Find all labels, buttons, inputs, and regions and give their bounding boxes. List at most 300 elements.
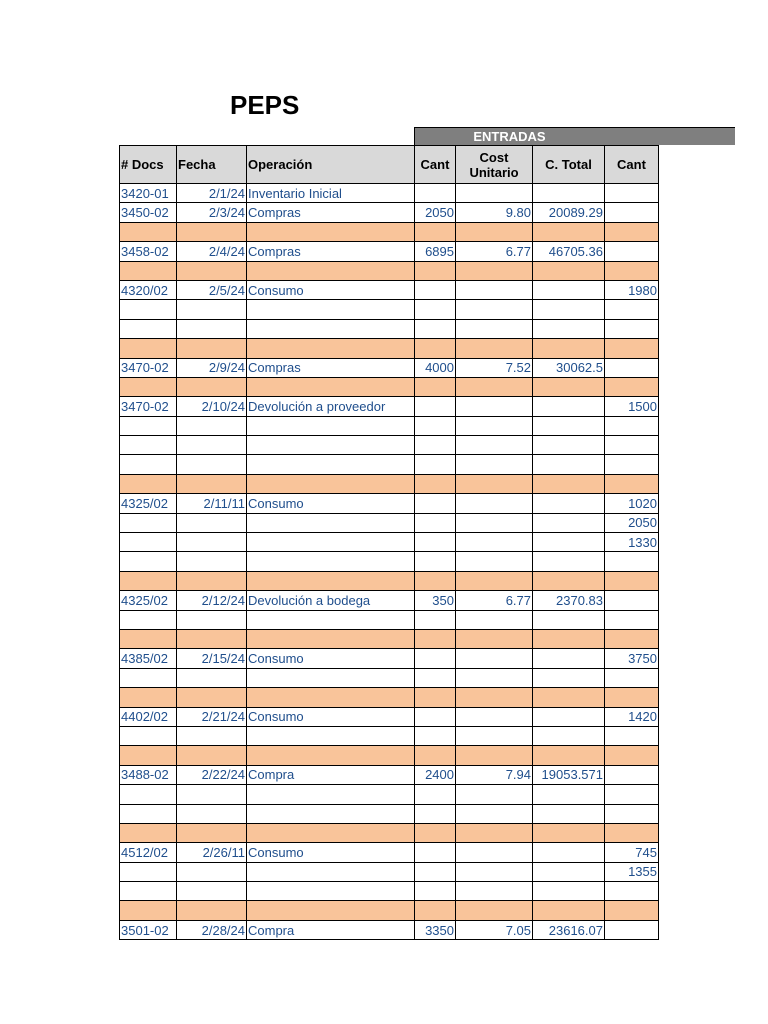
col-header-salida-cant[interactable]: Cant: [605, 146, 659, 184]
separator-cell[interactable]: [605, 474, 659, 493]
cell-operacion[interactable]: Compra: [247, 920, 415, 939]
cell-cost-unitario[interactable]: [456, 649, 533, 668]
separator-cell[interactable]: [533, 901, 605, 920]
cell-salida-cant[interactable]: [605, 358, 659, 377]
separator-cell[interactable]: [605, 222, 659, 241]
table-row: [120, 707, 659, 726]
separator-cell[interactable]: [533, 746, 605, 765]
separator-cell[interactable]: [120, 261, 177, 280]
table-row: [120, 533, 659, 552]
cell-c-total[interactable]: [533, 319, 605, 338]
cell-cant[interactable]: [415, 843, 456, 862]
cell-cant[interactable]: 4000: [415, 358, 456, 377]
cell-cant[interactable]: [415, 707, 456, 726]
separator-cell[interactable]: [415, 629, 456, 648]
cell-c-total[interactable]: [533, 668, 605, 687]
cell-salida-cant[interactable]: [605, 591, 659, 610]
cell-fecha[interactable]: [177, 882, 247, 901]
cell-doc[interactable]: [120, 319, 177, 338]
cell-fecha[interactable]: 2/15/24: [177, 649, 247, 668]
cell-operacion[interactable]: [247, 552, 415, 571]
table-row: [120, 319, 659, 338]
col-header-c-total[interactable]: C. Total: [533, 146, 605, 184]
cell-c-total[interactable]: [533, 843, 605, 862]
separator-cell[interactable]: [533, 571, 605, 590]
cell-fecha[interactable]: 2/21/24: [177, 707, 247, 726]
cell-fecha[interactable]: [177, 785, 247, 804]
cell-fecha[interactable]: 2/22/24: [177, 765, 247, 784]
separator-cell[interactable]: [177, 222, 247, 241]
separator-cell[interactable]: [120, 339, 177, 358]
separator-row: [120, 629, 659, 648]
cell-doc[interactable]: [120, 882, 177, 901]
cell-c-total[interactable]: [533, 785, 605, 804]
cell-cost-unitario[interactable]: [456, 184, 533, 203]
cell-operacion[interactable]: [247, 533, 415, 552]
cell-salida-cant[interactable]: 1420: [605, 707, 659, 726]
cell-salida-cant[interactable]: 1020: [605, 494, 659, 513]
cell-fecha[interactable]: 2/26/11: [177, 843, 247, 862]
separator-cell[interactable]: [177, 571, 247, 590]
separator-row: [120, 377, 659, 396]
cell-salida-cant[interactable]: 1980: [605, 280, 659, 299]
cell-salida-cant[interactable]: [605, 765, 659, 784]
separator-cell[interactable]: [247, 746, 415, 765]
table-row: [120, 280, 659, 299]
cell-c-total[interactable]: [533, 862, 605, 881]
cell-fecha[interactable]: [177, 436, 247, 455]
cell-operacion[interactable]: Consumo: [247, 843, 415, 862]
cell-fecha[interactable]: 2/28/24: [177, 920, 247, 939]
cell-salida-cant[interactable]: 1355: [605, 862, 659, 881]
separator-cell[interactable]: [247, 688, 415, 707]
separator-cell[interactable]: [533, 222, 605, 241]
cell-cost-unitario[interactable]: [456, 280, 533, 299]
table-row: [120, 649, 659, 668]
cell-cant[interactable]: 6895: [415, 242, 456, 261]
cell-cost-unitario[interactable]: [456, 300, 533, 319]
cell-salida-cant[interactable]: 3750: [605, 649, 659, 668]
cell-operacion[interactable]: [247, 804, 415, 823]
separator-cell[interactable]: [456, 377, 533, 396]
cell-operacion[interactable]: [247, 513, 415, 532]
cell-fecha[interactable]: 2/9/24: [177, 358, 247, 377]
cell-cost-unitario[interactable]: 7.52: [456, 358, 533, 377]
col-header-cant[interactable]: Cant: [415, 146, 456, 184]
separator-cell[interactable]: [533, 474, 605, 493]
separator-cell[interactable]: [533, 823, 605, 842]
table-row: [120, 513, 659, 532]
cell-cost-unitario[interactable]: 6.77: [456, 242, 533, 261]
cell-doc[interactable]: 4325/02: [120, 494, 177, 513]
col-header-docs[interactable]: # Docs: [120, 146, 177, 184]
cell-cost-unitario[interactable]: [456, 882, 533, 901]
cell-cant[interactable]: [415, 513, 456, 532]
cell-doc[interactable]: 4512/02: [120, 843, 177, 862]
cell-salida-cant[interactable]: [605, 882, 659, 901]
cell-doc[interactable]: [120, 785, 177, 804]
table-row: [120, 862, 659, 881]
cell-cant[interactable]: 2400: [415, 765, 456, 784]
cell-c-total[interactable]: [533, 533, 605, 552]
cell-doc[interactable]: [120, 862, 177, 881]
cell-salida-cant[interactable]: [605, 436, 659, 455]
separator-cell[interactable]: [120, 474, 177, 493]
cell-salida-cant[interactable]: [605, 242, 659, 261]
separator-cell[interactable]: [456, 746, 533, 765]
cell-fecha[interactable]: 2/5/24: [177, 280, 247, 299]
separator-cell[interactable]: [247, 571, 415, 590]
cell-c-total[interactable]: [533, 280, 605, 299]
cell-cant[interactable]: 350: [415, 591, 456, 610]
separator-cell[interactable]: [415, 688, 456, 707]
cell-doc[interactable]: [120, 610, 177, 629]
cell-doc[interactable]: [120, 300, 177, 319]
cell-doc[interactable]: [120, 416, 177, 435]
table-row: [120, 203, 659, 222]
cell-c-total[interactable]: [533, 494, 605, 513]
cell-salida-cant[interactable]: [605, 920, 659, 939]
separator-cell[interactable]: [415, 339, 456, 358]
cell-doc[interactable]: 3470-02: [120, 397, 177, 416]
cell-fecha[interactable]: [177, 804, 247, 823]
separator-cell[interactable]: [605, 688, 659, 707]
separator-cell[interactable]: [456, 571, 533, 590]
separator-cell[interactable]: [247, 222, 415, 241]
cell-c-total[interactable]: [533, 300, 605, 319]
cell-cant[interactable]: 3350: [415, 920, 456, 939]
cell-operacion[interactable]: Consumo: [247, 649, 415, 668]
cell-cost-unitario[interactable]: [456, 319, 533, 338]
cell-salida-cant[interactable]: [605, 319, 659, 338]
cell-salida-cant[interactable]: 1330: [605, 533, 659, 552]
cell-fecha[interactable]: [177, 513, 247, 532]
cell-fecha[interactable]: [177, 610, 247, 629]
cell-operacion[interactable]: [247, 300, 415, 319]
separator-row: [120, 339, 659, 358]
cell-c-total[interactable]: 46705.36: [533, 242, 605, 261]
cell-salida-cant[interactable]: [605, 552, 659, 571]
cell-salida-cant[interactable]: [605, 726, 659, 745]
cell-operacion[interactable]: Consumo: [247, 707, 415, 726]
separator-cell[interactable]: [247, 339, 415, 358]
separator-cell[interactable]: [415, 222, 456, 241]
cell-cost-unitario[interactable]: 9.80: [456, 203, 533, 222]
cell-c-total[interactable]: 2370.83: [533, 591, 605, 610]
separator-cell[interactable]: [533, 339, 605, 358]
cell-c-total[interactable]: [533, 397, 605, 416]
cell-c-total[interactable]: 19053.571: [533, 765, 605, 784]
cell-salida-cant[interactable]: [605, 610, 659, 629]
separator-cell[interactable]: [177, 746, 247, 765]
separator-row: [120, 222, 659, 241]
cell-doc[interactable]: [120, 804, 177, 823]
cell-doc[interactable]: [120, 455, 177, 474]
separator-cell[interactable]: [120, 571, 177, 590]
cell-salida-cant[interactable]: [605, 785, 659, 804]
separator-cell[interactable]: [456, 339, 533, 358]
cell-c-total[interactable]: [533, 436, 605, 455]
col-header-cost-unitario[interactable]: Cost Unitario: [456, 146, 533, 184]
cell-doc[interactable]: [120, 552, 177, 571]
cell-salida-cant[interactable]: [605, 455, 659, 474]
header-row: [120, 146, 659, 184]
separator-cell[interactable]: [456, 688, 533, 707]
cell-operacion[interactable]: [247, 726, 415, 745]
separator-cell[interactable]: [247, 823, 415, 842]
cell-c-total[interactable]: [533, 513, 605, 532]
cell-fecha[interactable]: 2/3/24: [177, 203, 247, 222]
separator-cell[interactable]: [177, 474, 247, 493]
table-row: [120, 436, 659, 455]
cell-cant[interactable]: [415, 300, 456, 319]
separator-cell[interactable]: [177, 261, 247, 280]
cell-doc[interactable]: 3420-01: [120, 184, 177, 203]
cell-doc[interactable]: 3501-02: [120, 920, 177, 939]
cell-operacion[interactable]: Compras: [247, 358, 415, 377]
separator-cell[interactable]: [605, 901, 659, 920]
cell-operacion[interactable]: Compra: [247, 765, 415, 784]
cell-cost-unitario[interactable]: 6.77: [456, 591, 533, 610]
cell-doc[interactable]: [120, 726, 177, 745]
cell-cost-unitario[interactable]: [456, 494, 533, 513]
cell-cost-unitario[interactable]: [456, 397, 533, 416]
cell-cant[interactable]: [415, 184, 456, 203]
cell-operacion[interactable]: [247, 610, 415, 629]
separator-cell[interactable]: [120, 222, 177, 241]
cell-operacion[interactable]: Devolución a bodega: [247, 591, 415, 610]
cell-doc[interactable]: [120, 533, 177, 552]
separator-cell[interactable]: [415, 474, 456, 493]
cell-doc[interactable]: 3450-02: [120, 203, 177, 222]
cell-fecha[interactable]: 2/12/24: [177, 591, 247, 610]
cell-cant[interactable]: [415, 668, 456, 687]
cell-doc[interactable]: [120, 668, 177, 687]
separator-cell[interactable]: [605, 823, 659, 842]
cell-cost-unitario[interactable]: [456, 707, 533, 726]
cell-doc[interactable]: [120, 436, 177, 455]
cell-cost-unitario[interactable]: [456, 668, 533, 687]
separator-cell[interactable]: [456, 474, 533, 493]
cell-fecha[interactable]: [177, 416, 247, 435]
separator-cell[interactable]: [247, 261, 415, 280]
separator-cell[interactable]: [456, 629, 533, 648]
cell-fecha[interactable]: [177, 319, 247, 338]
cell-cost-unitario[interactable]: [456, 610, 533, 629]
cell-doc[interactable]: 3458-02: [120, 242, 177, 261]
cell-doc[interactable]: 4402/02: [120, 707, 177, 726]
cell-cost-unitario[interactable]: [456, 804, 533, 823]
cell-cant[interactable]: [415, 862, 456, 881]
cell-salida-cant[interactable]: 1500: [605, 397, 659, 416]
cell-doc[interactable]: 4325/02: [120, 591, 177, 610]
separator-cell[interactable]: [177, 823, 247, 842]
separator-cell[interactable]: [533, 377, 605, 396]
cell-cost-unitario[interactable]: [456, 455, 533, 474]
separator-cell[interactable]: [177, 339, 247, 358]
cell-c-total[interactable]: 20089.29: [533, 203, 605, 222]
separator-cell[interactable]: [533, 261, 605, 280]
cell-cost-unitario[interactable]: 7.94: [456, 765, 533, 784]
cell-operacion[interactable]: Compras: [247, 203, 415, 222]
cell-operacion[interactable]: Devolución a proveedor: [247, 397, 415, 416]
separator-cell[interactable]: [120, 746, 177, 765]
cell-c-total[interactable]: 23616.07: [533, 920, 605, 939]
cell-c-total[interactable]: [533, 416, 605, 435]
cell-cant[interactable]: [415, 610, 456, 629]
cell-cant[interactable]: [415, 494, 456, 513]
cell-operacion[interactable]: [247, 862, 415, 881]
cell-fecha[interactable]: [177, 300, 247, 319]
cell-cant[interactable]: [415, 804, 456, 823]
cell-c-total[interactable]: [533, 882, 605, 901]
cell-cost-unitario[interactable]: [456, 726, 533, 745]
cell-salida-cant[interactable]: [605, 668, 659, 687]
separator-cell[interactable]: [247, 901, 415, 920]
cell-doc[interactable]: 4320/02: [120, 280, 177, 299]
cell-salida-cant[interactable]: 745: [605, 843, 659, 862]
cell-fecha[interactable]: [177, 455, 247, 474]
separator-cell[interactable]: [415, 261, 456, 280]
cell-operacion[interactable]: [247, 416, 415, 435]
cell-operacion[interactable]: [247, 319, 415, 338]
separator-row: [120, 823, 659, 842]
cell-salida-cant[interactable]: 2050: [605, 513, 659, 532]
cell-cant[interactable]: [415, 319, 456, 338]
separator-cell[interactable]: [247, 629, 415, 648]
separator-cell[interactable]: [533, 629, 605, 648]
separator-cell[interactable]: [415, 823, 456, 842]
separator-cell[interactable]: [415, 746, 456, 765]
cell-cant[interactable]: [415, 882, 456, 901]
cell-operacion[interactable]: [247, 668, 415, 687]
cell-cant[interactable]: [415, 726, 456, 745]
cell-cant[interactable]: 2050: [415, 203, 456, 222]
cell-cost-unitario[interactable]: [456, 533, 533, 552]
cell-cant[interactable]: [415, 455, 456, 474]
cell-doc[interactable]: 3488-02: [120, 765, 177, 784]
separator-cell[interactable]: [120, 629, 177, 648]
separator-cell[interactable]: [177, 629, 247, 648]
cell-cant[interactable]: [415, 436, 456, 455]
cell-c-total[interactable]: [533, 184, 605, 203]
cell-cant[interactable]: [415, 649, 456, 668]
table-row: [120, 242, 659, 261]
cell-salida-cant[interactable]: [605, 300, 659, 319]
cell-fecha[interactable]: 2/4/24: [177, 242, 247, 261]
cell-fecha[interactable]: [177, 552, 247, 571]
cell-operacion[interactable]: Consumo: [247, 280, 415, 299]
cell-cost-unitario[interactable]: [456, 416, 533, 435]
cell-operacion[interactable]: [247, 436, 415, 455]
separator-cell[interactable]: [605, 261, 659, 280]
cell-cost-unitario[interactable]: [456, 436, 533, 455]
cell-operacion[interactable]: [247, 785, 415, 804]
cell-cant[interactable]: [415, 416, 456, 435]
separator-cell[interactable]: [247, 377, 415, 396]
cell-cost-unitario[interactable]: [456, 552, 533, 571]
cell-operacion[interactable]: Inventario Inicial: [247, 184, 415, 203]
separator-cell[interactable]: [120, 901, 177, 920]
cell-doc[interactable]: [120, 513, 177, 532]
cell-cant[interactable]: [415, 533, 456, 552]
table-row: [120, 416, 659, 435]
cell-fecha[interactable]: [177, 668, 247, 687]
separator-cell[interactable]: [177, 377, 247, 396]
separator-cell[interactable]: [456, 261, 533, 280]
separator-cell[interactable]: [456, 222, 533, 241]
cell-cant[interactable]: [415, 280, 456, 299]
cell-c-total[interactable]: [533, 610, 605, 629]
separator-cell[interactable]: [456, 823, 533, 842]
cell-fecha[interactable]: 2/11/11: [177, 494, 247, 513]
separator-cell[interactable]: [415, 901, 456, 920]
cell-operacion[interactable]: Consumo: [247, 494, 415, 513]
cell-c-total[interactable]: [533, 726, 605, 745]
cell-fecha[interactable]: 2/10/24: [177, 397, 247, 416]
cell-c-total[interactable]: [533, 552, 605, 571]
separator-cell[interactable]: [120, 377, 177, 396]
separator-cell[interactable]: [177, 901, 247, 920]
separator-cell[interactable]: [605, 746, 659, 765]
cell-c-total[interactable]: [533, 707, 605, 726]
cell-c-total[interactable]: [533, 804, 605, 823]
cell-salida-cant[interactable]: [605, 804, 659, 823]
table-row: [120, 765, 659, 784]
cell-salida-cant[interactable]: [605, 416, 659, 435]
cell-fecha[interactable]: 2/1/24: [177, 184, 247, 203]
separator-cell[interactable]: [177, 688, 247, 707]
separator-cell[interactable]: [605, 571, 659, 590]
cell-cost-unitario[interactable]: 7.05: [456, 920, 533, 939]
cell-operacion[interactable]: [247, 882, 415, 901]
cell-cost-unitario[interactable]: [456, 785, 533, 804]
separator-cell[interactable]: [533, 688, 605, 707]
separator-cell[interactable]: [605, 377, 659, 396]
separator-cell[interactable]: [456, 901, 533, 920]
cell-c-total[interactable]: 30062.5: [533, 358, 605, 377]
cell-operacion[interactable]: [247, 455, 415, 474]
cell-cost-unitario[interactable]: [456, 513, 533, 532]
separator-cell[interactable]: [120, 688, 177, 707]
cell-fecha[interactable]: [177, 862, 247, 881]
separator-cell[interactable]: [120, 823, 177, 842]
cell-fecha[interactable]: [177, 726, 247, 745]
cell-cant[interactable]: [415, 785, 456, 804]
cell-doc[interactable]: 3470-02: [120, 358, 177, 377]
cell-doc[interactable]: 4385/02: [120, 649, 177, 668]
separator-cell[interactable]: [605, 339, 659, 358]
separator-row: [120, 474, 659, 493]
cell-cost-unitario[interactable]: [456, 862, 533, 881]
cell-salida-cant[interactable]: [605, 184, 659, 203]
cell-cant[interactable]: [415, 397, 456, 416]
col-header-fecha[interactable]: Fecha: [177, 146, 247, 184]
peps-ledger-table: [119, 145, 659, 940]
separator-cell[interactable]: [605, 629, 659, 648]
cell-cost-unitario[interactable]: [456, 843, 533, 862]
col-header-operacion[interactable]: Operación: [247, 146, 415, 184]
cell-salida-cant[interactable]: [605, 203, 659, 222]
separator-cell[interactable]: [247, 474, 415, 493]
cell-fecha[interactable]: [177, 533, 247, 552]
separator-cell[interactable]: [415, 571, 456, 590]
cell-c-total[interactable]: [533, 649, 605, 668]
cell-c-total[interactable]: [533, 455, 605, 474]
separator-cell[interactable]: [415, 377, 456, 396]
cell-cant[interactable]: [415, 552, 456, 571]
cell-operacion[interactable]: Compras: [247, 242, 415, 261]
